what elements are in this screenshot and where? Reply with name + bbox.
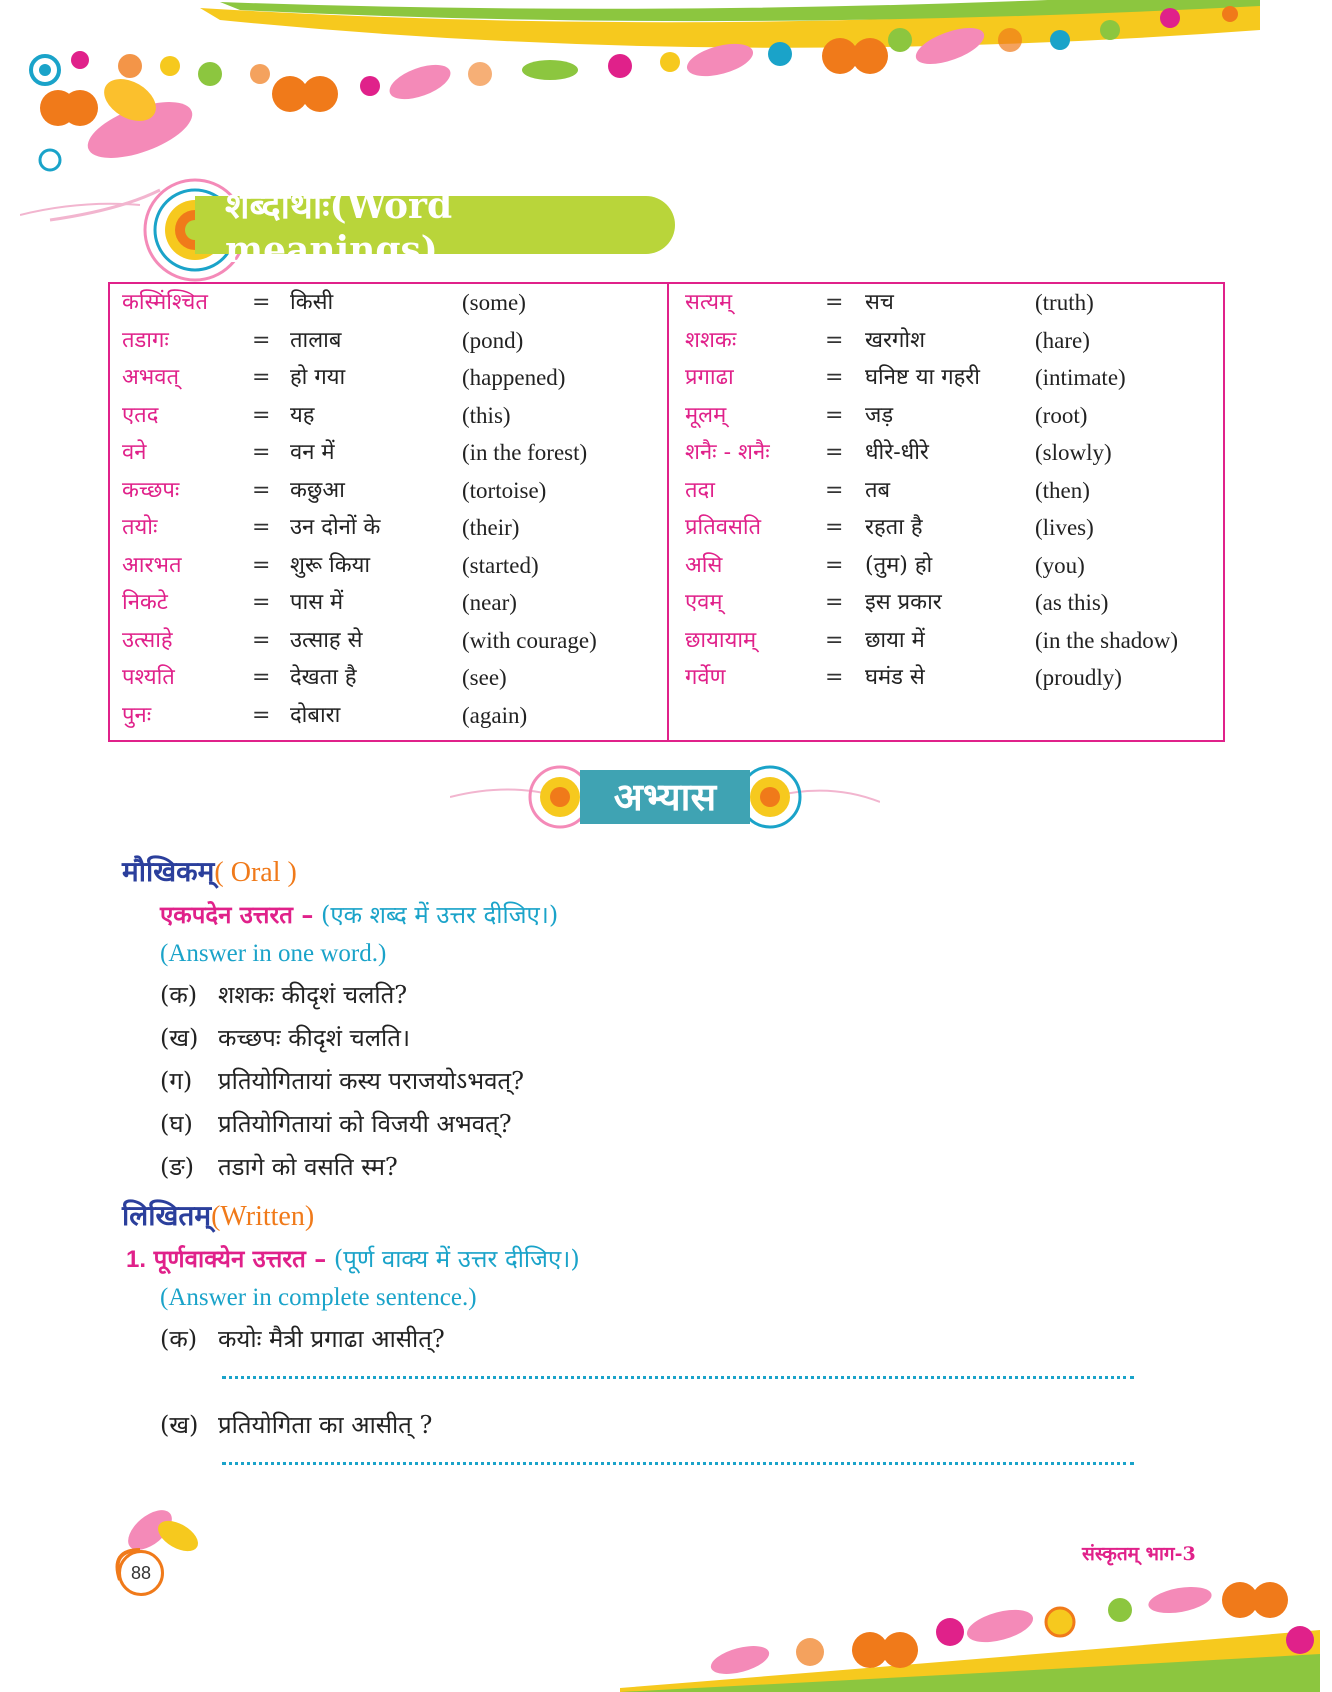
word-meanings-table bbox=[108, 282, 1225, 742]
meaning-row bbox=[122, 476, 642, 506]
equals-sign: = bbox=[252, 590, 271, 615]
hindi-meaning: पास में bbox=[290, 590, 344, 615]
english-meaning: (their) bbox=[462, 515, 520, 540]
equals-sign: = bbox=[825, 665, 844, 690]
oral-question-label: (ख) bbox=[160, 1024, 199, 1052]
oral-question bbox=[160, 1107, 512, 1140]
meaning-row bbox=[122, 588, 642, 618]
english-meaning: (in the shadow) bbox=[1035, 627, 1179, 653]
oral-question-label: (क) bbox=[160, 981, 198, 1009]
oral-question-text: तडागे को वसति स्म? bbox=[218, 1153, 398, 1181]
english-meaning: (this) bbox=[462, 402, 511, 428]
meaning-row bbox=[122, 401, 642, 431]
equals-sign: = bbox=[825, 477, 844, 503]
oral-instruction-english: (Answer in one word.) bbox=[160, 940, 387, 967]
oral-question bbox=[160, 1064, 524, 1097]
hindi-meaning: किसी bbox=[290, 290, 334, 315]
equals-sign: = bbox=[252, 515, 271, 540]
meaning-row bbox=[685, 288, 1205, 318]
english-meaning: (with courage) bbox=[462, 627, 597, 653]
written-heading bbox=[122, 1196, 314, 1234]
hindi-meaning: रहता है bbox=[865, 515, 923, 540]
english-meaning: (pond) bbox=[462, 327, 524, 353]
hindi-meaning: (तुम) हो bbox=[865, 552, 933, 578]
written-instruction-hindi: (पूर्ण वाक्य में उत्तर दीजिए।) bbox=[333, 1245, 580, 1273]
column-divider bbox=[667, 284, 669, 740]
hindi-meaning: यह bbox=[290, 402, 315, 428]
hindi-meaning: उन दोनों के bbox=[290, 515, 381, 540]
sanskrit-word: तडागः bbox=[122, 327, 169, 353]
abhyas-title: अभ्यास bbox=[613, 775, 717, 819]
sanskrit-word: असि bbox=[685, 552, 723, 578]
english-meaning: (see) bbox=[462, 665, 507, 690]
hindi-meaning: धीरे-धीरे bbox=[865, 440, 929, 465]
hindi-meaning: तब bbox=[865, 477, 891, 503]
sanskrit-word: कच्छपः bbox=[122, 477, 180, 503]
abhyas-title-box bbox=[580, 770, 750, 824]
sanskrit-word: छायायाम् bbox=[685, 627, 757, 653]
written-instruction-sanskrit: पूर्णवाक्येन उत्तरत – bbox=[153, 1244, 327, 1273]
hindi-meaning: घनिष्ट या गहरी bbox=[865, 365, 980, 390]
equals-sign: = bbox=[825, 552, 844, 578]
meaning-row bbox=[685, 663, 1205, 693]
hindi-meaning: दोबारा bbox=[290, 702, 341, 728]
hindi-meaning: सच bbox=[865, 290, 894, 315]
meaning-row bbox=[122, 326, 642, 356]
oral-question-label: (ङ) bbox=[160, 1153, 195, 1181]
meaning-row bbox=[685, 476, 1205, 506]
equals-sign: = bbox=[825, 515, 844, 540]
sanskrit-word: तयोः bbox=[122, 515, 158, 540]
hindi-meaning: इस प्रकार bbox=[865, 590, 942, 615]
page-number: 88 bbox=[118, 1550, 164, 1596]
sanskrit-word: आरभत bbox=[122, 552, 182, 578]
oral-question-text: प्रतियोगितायां को विजयी अभवत्? bbox=[218, 1110, 512, 1138]
equals-sign: = bbox=[252, 665, 271, 690]
meaning-row bbox=[685, 438, 1205, 468]
sanskrit-word: अभवत् bbox=[122, 365, 180, 390]
sanskrit-word: सत्यम् bbox=[685, 290, 733, 315]
sanskrit-word: पुनः bbox=[122, 702, 152, 728]
equals-sign: = bbox=[825, 402, 844, 428]
sanskrit-word: कस्मिंश्चित bbox=[122, 290, 208, 315]
oral-instruction bbox=[160, 898, 558, 931]
meaning-row bbox=[122, 551, 642, 581]
word-meanings-title bbox=[195, 184, 675, 271]
equals-sign: = bbox=[252, 440, 271, 465]
equals-sign: = bbox=[825, 290, 844, 315]
equals-sign: = bbox=[252, 552, 271, 578]
written-question-text: प्रतियोगिता का आसीत् ? bbox=[218, 1411, 433, 1439]
sanskrit-word: तदा bbox=[685, 477, 715, 503]
english-meaning: (you) bbox=[1035, 552, 1085, 578]
hindi-meaning: घमंड से bbox=[865, 665, 925, 690]
sanskrit-word: प्रगाढा bbox=[685, 365, 734, 390]
meaning-row bbox=[685, 513, 1205, 543]
meaning-row bbox=[685, 626, 1205, 656]
written-question-text: कयोः मैत्री प्रगाढा आसीत्? bbox=[218, 1325, 445, 1353]
hindi-meaning: खरगोश bbox=[865, 327, 926, 353]
oral-question bbox=[160, 1150, 398, 1183]
equals-sign: = bbox=[252, 290, 271, 315]
written-question-label: (ख) bbox=[160, 1411, 199, 1439]
english-meaning: (near) bbox=[462, 590, 517, 615]
hindi-meaning: उत्साह से bbox=[290, 627, 363, 653]
english-meaning: (some) bbox=[462, 290, 526, 315]
equals-sign: = bbox=[252, 327, 271, 353]
english-meaning: (proudly) bbox=[1035, 665, 1122, 690]
meaning-row bbox=[685, 551, 1205, 581]
sanskrit-word: प्रतिवसति bbox=[685, 515, 762, 540]
abhyas-banner bbox=[450, 752, 880, 842]
meaning-row bbox=[122, 363, 642, 393]
hindi-meaning: शुरू किया bbox=[290, 552, 371, 578]
oral-question-label: (ग) bbox=[160, 1067, 193, 1095]
written-instruction bbox=[126, 1242, 580, 1275]
answer-line-2[interactable] bbox=[222, 1462, 1134, 1465]
meaning-row bbox=[122, 626, 642, 656]
sanskrit-word: एतद bbox=[122, 402, 159, 428]
sanskrit-word: शनैः - शनैः bbox=[685, 440, 770, 465]
oral-question-text: शशकः कीदृशं चलति? bbox=[218, 981, 408, 1009]
english-meaning: (tortoise) bbox=[462, 477, 547, 503]
meaning-row bbox=[122, 663, 642, 693]
meaning-row bbox=[122, 438, 642, 468]
english-meaning: (root) bbox=[1035, 402, 1088, 428]
word-meanings-title-text: शब्दार्थाः(Word meanings) bbox=[225, 184, 453, 271]
english-meaning: (happened) bbox=[462, 365, 566, 390]
english-meaning: (in the forest) bbox=[462, 440, 588, 465]
oral-question-text: प्रतियोगितायां कस्य पराजयोऽभवत्? bbox=[218, 1067, 524, 1095]
english-meaning: (then) bbox=[1035, 477, 1090, 503]
meaning-row bbox=[685, 363, 1205, 393]
hindi-meaning: छाया में bbox=[865, 627, 925, 653]
sanskrit-word: शशकः bbox=[685, 327, 737, 353]
oral-instruction-sanskrit: एकपदेन उत्तरत – bbox=[160, 900, 314, 929]
meaning-row bbox=[685, 588, 1205, 618]
written-question-label: (क) bbox=[160, 1325, 198, 1353]
answer-line-1[interactable] bbox=[222, 1376, 1134, 1379]
english-meaning: (truth) bbox=[1035, 290, 1094, 315]
hindi-meaning: देखता है bbox=[290, 665, 357, 690]
oral-heading-english: ( Oral ) bbox=[214, 857, 297, 888]
written-instruction-english: (Answer in complete sentence.) bbox=[160, 1284, 477, 1311]
hindi-meaning: हो गया bbox=[290, 365, 346, 390]
oral-heading bbox=[122, 852, 297, 890]
written-question-2 bbox=[160, 1408, 432, 1441]
meaning-row bbox=[122, 701, 642, 731]
meaning-row bbox=[685, 326, 1205, 356]
equals-sign: = bbox=[252, 365, 271, 390]
hindi-meaning: जड़ bbox=[865, 402, 894, 428]
equals-sign: = bbox=[252, 627, 271, 653]
equals-sign: = bbox=[252, 402, 271, 428]
equals-sign: = bbox=[825, 590, 844, 615]
hindi-meaning: वन में bbox=[290, 440, 335, 465]
english-meaning: (lives) bbox=[1035, 515, 1094, 540]
oral-question-text: कच्छपः कीदृशं चलति। bbox=[218, 1024, 411, 1052]
meaning-row bbox=[122, 288, 642, 318]
written-question-number: 1. bbox=[126, 1246, 147, 1273]
equals-sign: = bbox=[825, 440, 844, 465]
english-meaning: (intimate) bbox=[1035, 365, 1126, 390]
hindi-meaning: तालाब bbox=[290, 327, 342, 353]
book-title: संस्कृतम् भाग-3 bbox=[1082, 1543, 1196, 1565]
meaning-row bbox=[685, 401, 1205, 431]
english-meaning: (hare) bbox=[1035, 327, 1090, 353]
written-heading-english: (Written) bbox=[211, 1201, 315, 1232]
oral-question-label: (घ) bbox=[160, 1110, 193, 1138]
equals-sign: = bbox=[825, 365, 844, 390]
oral-instruction-hindi: (एक शब्द में उत्तर दीजिए।) bbox=[320, 901, 559, 929]
sanskrit-word: एवम् bbox=[685, 590, 723, 615]
english-meaning: (again) bbox=[462, 702, 528, 728]
sanskrit-word: मूलम् bbox=[685, 402, 727, 428]
meaning-row bbox=[122, 513, 642, 543]
hindi-meaning: कछुआ bbox=[290, 477, 345, 503]
footer-decoration bbox=[620, 1570, 1320, 1692]
english-meaning: (started) bbox=[462, 552, 539, 578]
sanskrit-word: उत्साहे bbox=[122, 627, 173, 653]
written-question-1 bbox=[160, 1322, 445, 1355]
sanskrit-word: गर्वेण bbox=[685, 665, 726, 690]
equals-sign: = bbox=[825, 627, 844, 653]
sanskrit-word: वने bbox=[122, 440, 147, 465]
equals-sign: = bbox=[252, 702, 271, 728]
sanskrit-word: निकटे bbox=[122, 590, 168, 615]
oral-heading-sanskrit: मौखिकम् bbox=[122, 855, 215, 888]
sanskrit-word: पश्यति bbox=[122, 665, 175, 690]
equals-sign: = bbox=[252, 477, 271, 503]
english-meaning: (slowly) bbox=[1035, 440, 1112, 465]
equals-sign: = bbox=[825, 327, 844, 353]
oral-question bbox=[160, 978, 407, 1011]
oral-question bbox=[160, 1021, 410, 1054]
english-meaning: (as this) bbox=[1035, 590, 1109, 615]
written-heading-sanskrit: लिखितम् bbox=[122, 1199, 212, 1232]
